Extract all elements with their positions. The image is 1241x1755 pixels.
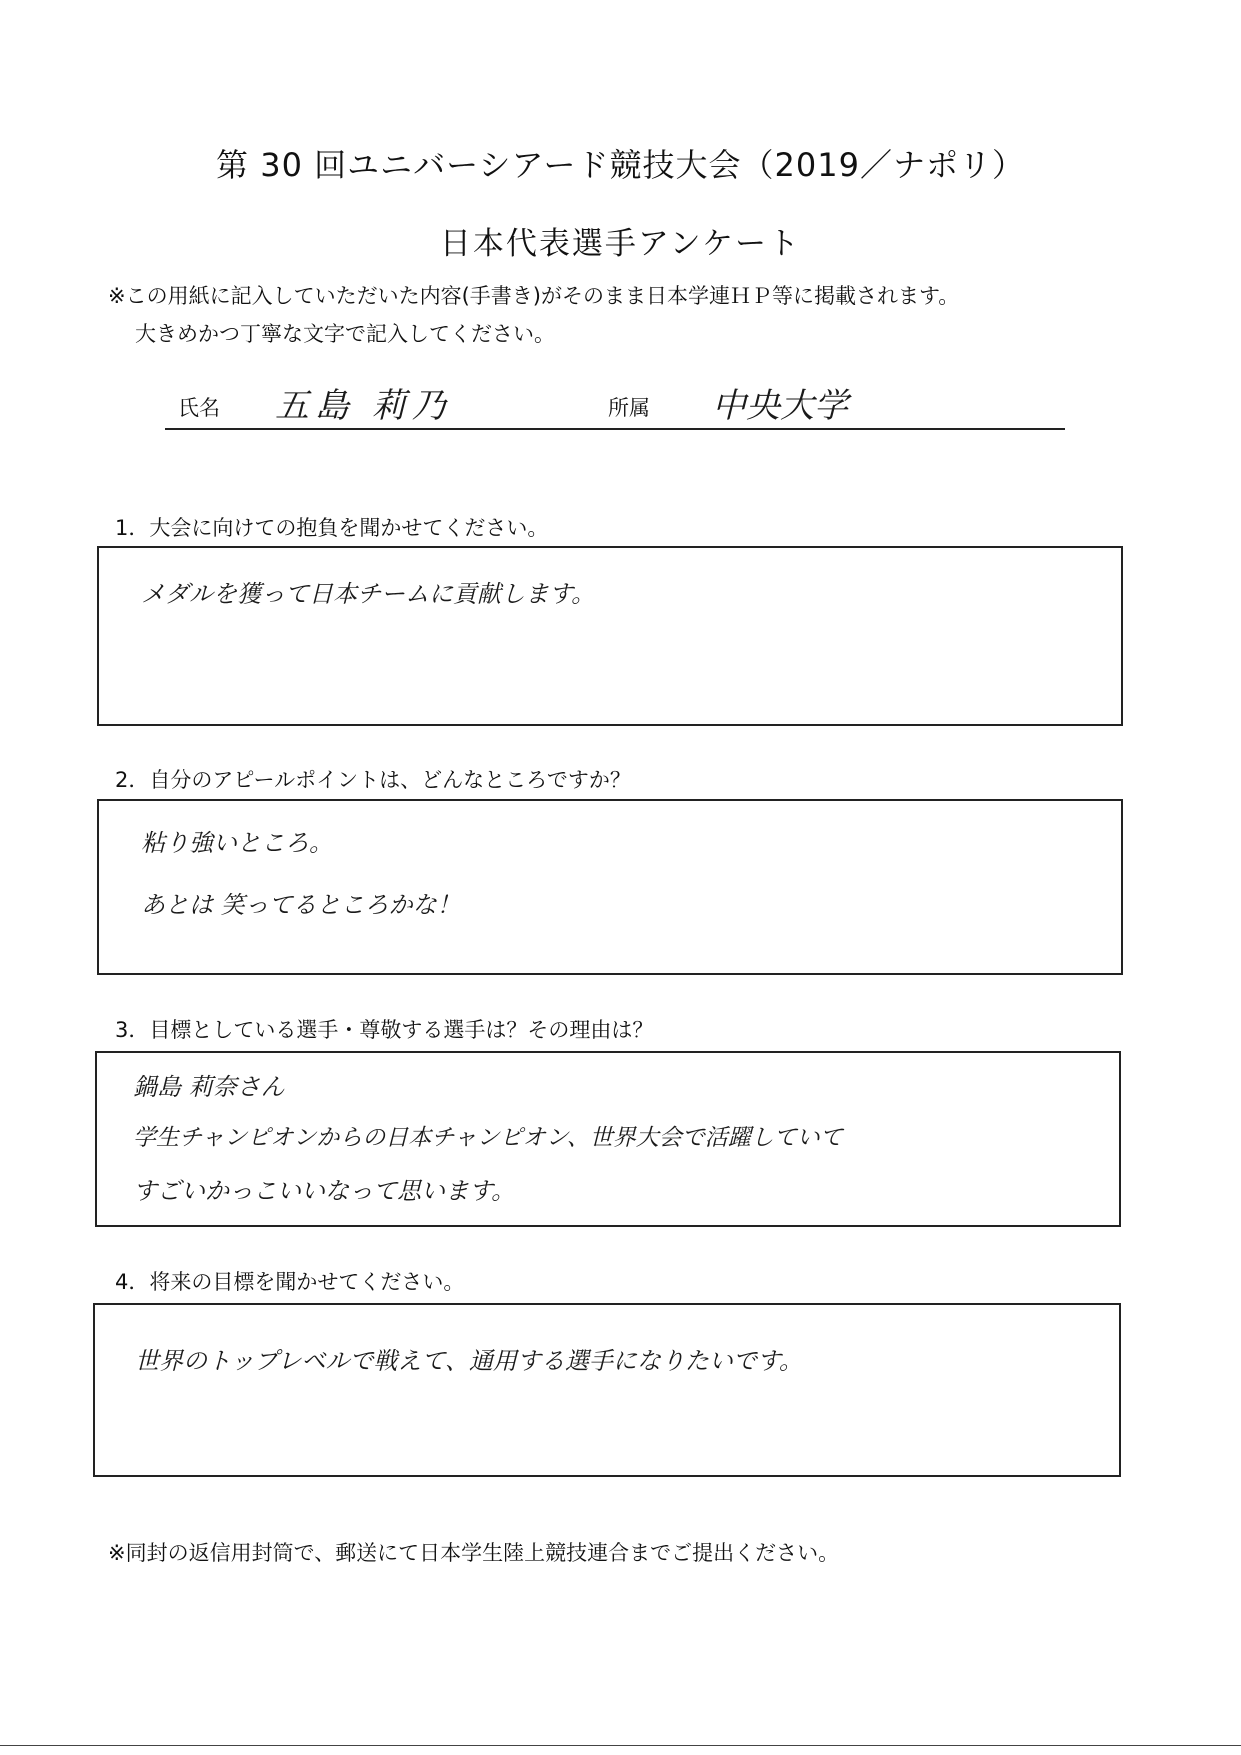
footer-note: ※同封の返信用封筒で、郵送にて日本学生陸上競技連合までご提出ください。 bbox=[108, 1541, 840, 1565]
question-3-answer-box bbox=[95, 1051, 1121, 1227]
name-underline bbox=[165, 428, 1065, 430]
form-title: 第 30 回ユニバーシアード競技大会（2019／ナポリ） bbox=[216, 146, 1025, 184]
question-3-answer-line-2: 学生チャンピオンからの日本チャンピオン、世界大会で活躍していて bbox=[133, 1125, 843, 1151]
question-4-label: 4．将来の目標を聞かせてください。 bbox=[115, 1270, 465, 1294]
question-1-answer-box bbox=[97, 546, 1123, 726]
form-subtitle: 日本代表選手アンケート bbox=[439, 226, 802, 262]
question-2-answer-line-2: あとは 笑ってるところかな！ bbox=[141, 891, 461, 919]
name-label: 氏名 bbox=[178, 396, 220, 420]
name-value: 五島 莉乃 bbox=[275, 386, 452, 426]
question-3-label: 3．目標としている選手・尊敬する選手は？その理由は？ bbox=[115, 1018, 654, 1042]
question-2-answer-line-1: 粘り強いところ。 bbox=[141, 829, 333, 857]
question-4-answer-line-1: 世界のトップレベルで戦えて、通用する選手になりたいです。 bbox=[135, 1347, 803, 1375]
question-2-answer-box bbox=[97, 799, 1123, 975]
notice-line-2: 大きめかつ丁寧な文字で記入してください。 bbox=[135, 322, 555, 346]
question-4-answer-box bbox=[93, 1303, 1121, 1477]
question-1-answer-line-1: メダルを獲って日本チームに貢献します。 bbox=[141, 580, 596, 608]
question-1-label: 1．大会に向けての抱負を聞かせてください。 bbox=[115, 516, 549, 540]
question-3-answer-line-1: 鍋島 莉奈さん bbox=[133, 1073, 285, 1101]
affiliation-value: 中央大学 bbox=[712, 386, 848, 426]
question-2-label: 2．自分のアピールポイントは、どんなところですか？ bbox=[115, 768, 631, 792]
notice-line-1: ※この用紙に記入していただいた内容(手書き)がそのまま日本学連ＨＰ等に掲載されます。 bbox=[108, 284, 960, 308]
question-3-answer-line-3: すごいかっこいいなって思います。 bbox=[133, 1177, 516, 1205]
page-bottom-rule bbox=[0, 1745, 1241, 1746]
affiliation-label: 所属 bbox=[608, 396, 650, 420]
